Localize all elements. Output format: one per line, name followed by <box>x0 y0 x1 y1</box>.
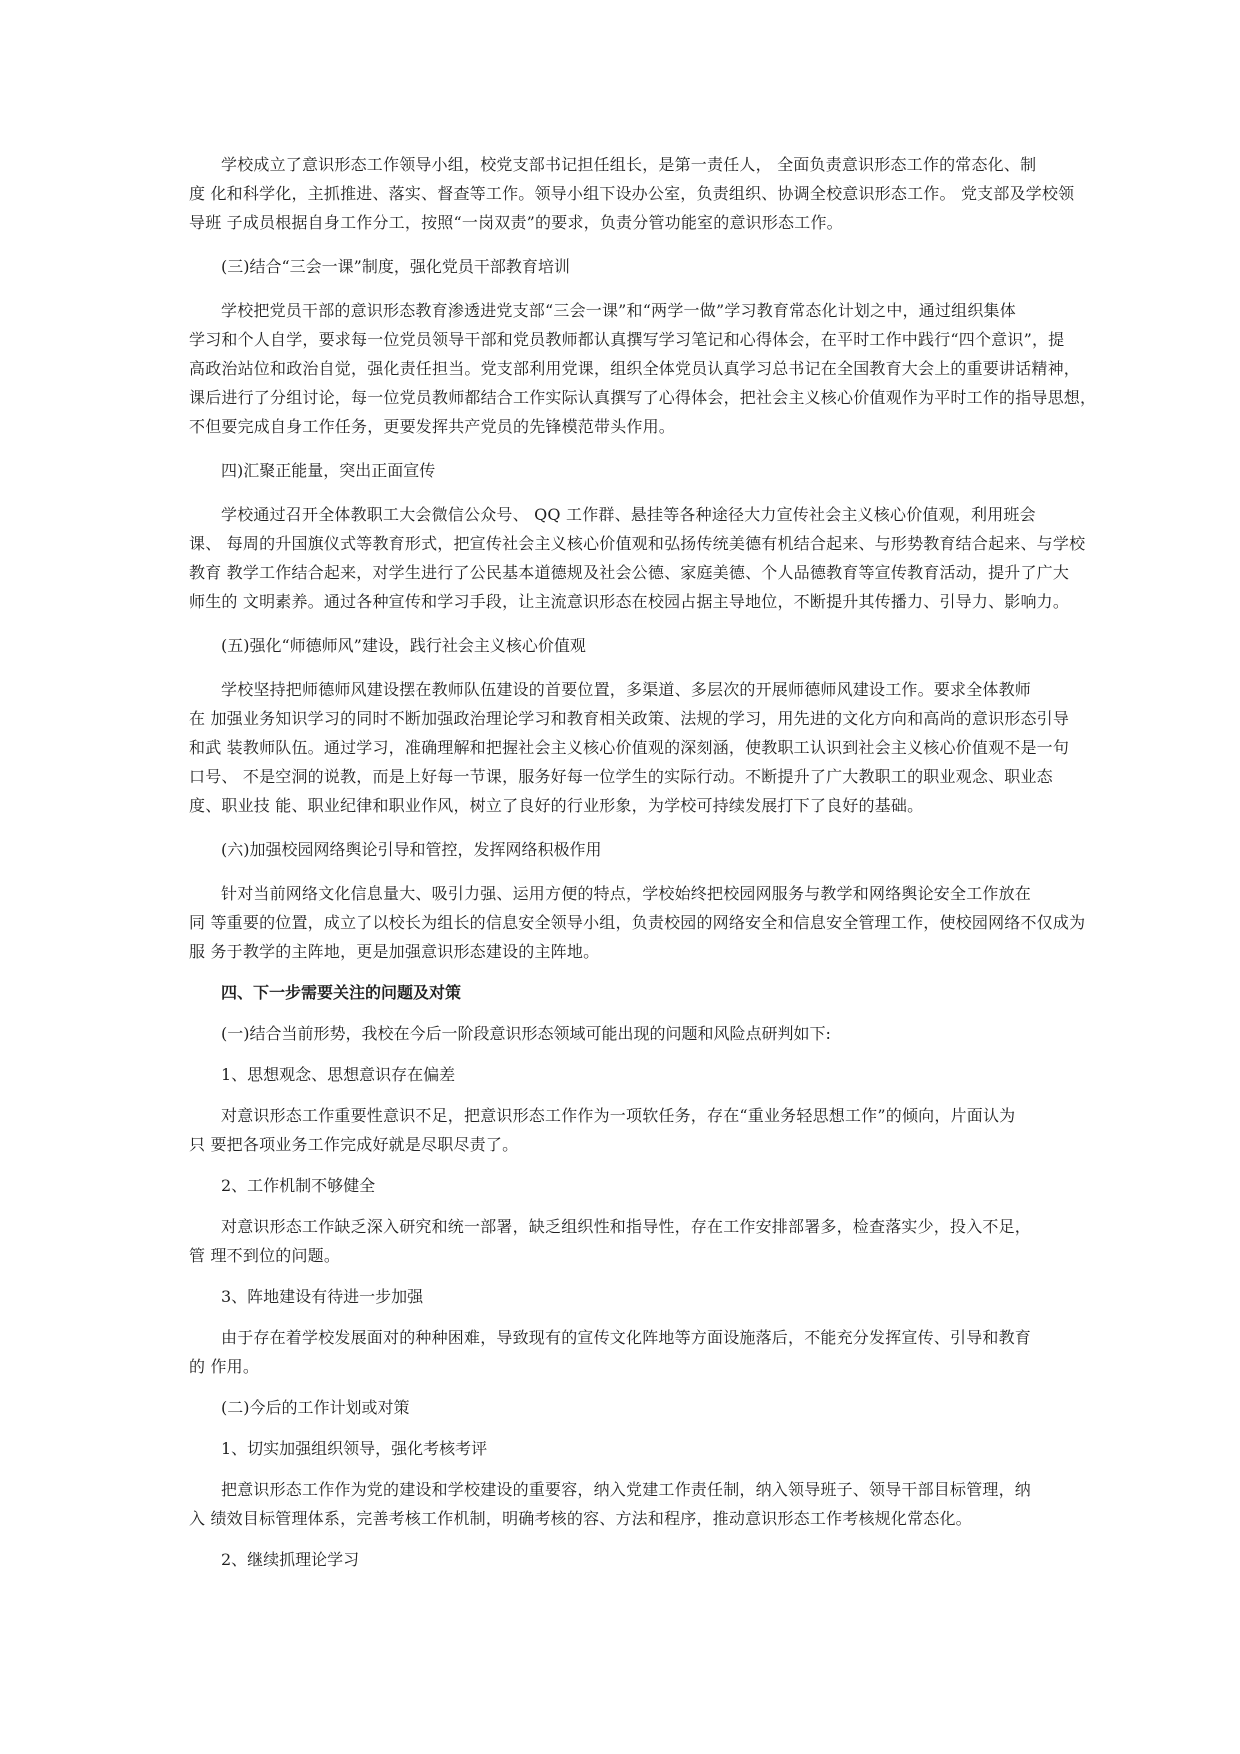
subheading-positive-energy: 四)汇聚正能量，突出正面宣传 <box>221 461 436 480</box>
item-title-theory-study: 2、继续抓理论学习 <box>221 1550 360 1569</box>
text-line: 只 要把各项业务工作完成好就是尽职尽责了。 <box>189 1135 519 1154</box>
text-line: 管 理不到位的问题。 <box>189 1246 341 1265</box>
paragraph-publicity <box>189 500 1086 616</box>
text-line: 高政治站位和政治自觉，强化责任担当。党支部利用党课，组织全体党员认真学习总书记在全国教育大会上的重要讲话精神， <box>189 359 1081 378</box>
text-line: 的 作用。 <box>189 1357 260 1376</box>
text-line: 课后进行了分组讨论，每一位党员教师都结合工作实际认真撰写了心得体会，把社会主义核心价值观作为平时工作的指导思想， <box>189 388 1097 407</box>
text-line: 服 务于教学的主阵地，更是加强意识形态建设的主阵地。 <box>189 942 600 961</box>
text-line: 学校通过召开全体教职工大会微信公众号、 QQ 工作群、悬挂等各种途径大力宣传社会主义核心价值观，利用班会 <box>221 505 1036 524</box>
text-line: 同 等重要的位置，成立了以校长为组长的信息安全领导小组，负责校园的网络安全和信息安全管理工作，使校园网络不仅成为 <box>189 913 1086 932</box>
item-title-organization: 1、切实加强组织领导，强化考核考评 <box>221 1439 488 1458</box>
paragraph-party-education <box>189 296 1097 441</box>
paragraph-leadership-group <box>189 150 1075 237</box>
item-title-thinking-deviation: 1、思想观念、思想意识存在偏差 <box>221 1065 456 1084</box>
paragraph-thinking-deviation <box>189 1101 1059 1159</box>
text-line: 学校把党员干部的意识形态教育渗透进党支部“三会一课”和“两学一做”学习教育常态化计划之中，通过组织集体 <box>221 301 1016 320</box>
subheading-campus-network: (六)加强校园网络舆论引导和管控，发挥网络积极作用 <box>221 840 602 859</box>
item-title-position-building: 3、阵地建设有待进一步加强 <box>221 1287 424 1306</box>
subheading-risk-analysis: (一)结合当前形势，我校在今后一阶段意识形态领域可能出现的问题和风险点研判如下: <box>221 1024 831 1043</box>
text-line: 口号、 不是空洞的说教，而是上好每一节课，服务好每一位学生的实际行动。不断提升了广大教职工的职业观念、职业态 <box>189 767 1053 786</box>
paragraph-position-building <box>189 1323 1059 1381</box>
text-line: 对意识形态工作重要性意识不足，把意识形态工作作为一项软任务，存在“重业务轻思想工作”的倾向，片面认为 <box>221 1106 1016 1125</box>
text-line: 度 化和科学化，主抓推进、落实、督查等工作。领导小组下设办公室，负责组织、协调全校意识形态工作。 党支部及学校领 <box>189 184 1075 203</box>
text-line: 由于存在着学校发展面对的种种困难，导致现有的宣传文化阵地等方面设施落后，不能充分发挥宣传、引导和教育 <box>221 1328 1032 1347</box>
text-line: 学校成立了意识形态工作领导小组，校党支部书记担任组长，是第一责任人， 全面负责意识形态工作的常态化、制 <box>221 155 1037 174</box>
paragraph-teacher-ethics <box>189 675 1070 820</box>
text-line: 课、 每周的升国旗仪式等教育形式，把宣传社会主义核心价值观和弘扬传统美德有机结合起来、与形势教育结合起来、与学校 <box>189 534 1086 553</box>
text-line: 在 加强业务知识学习的同时不断加强政治理论学习和教育相关政策、法规的学习，用先进的文化方向和高尚的意识形态引导 <box>189 709 1070 728</box>
paragraph-organization <box>189 1475 1059 1533</box>
text-line: 不但要完成自身工作任务，更要发挥共产党员的先锋模范带头作用。 <box>189 417 676 436</box>
text-line: 入 绩效目标管理体系，完善考核工作机制，明确考核的容、方法和程序，推动意识形态工作考核规化常态化。 <box>189 1509 972 1528</box>
document-body <box>189 150 1097 1574</box>
item-title-mechanism: 2、工作机制不够健全 <box>221 1176 376 1195</box>
paragraph-mechanism <box>189 1212 1059 1270</box>
text-line: 针对当前网络文化信息量大、吸引力强、运用方便的特点，学校始终把校园网服务与教学和网络舆论安全工作放在 <box>221 884 1032 903</box>
text-line: 和武 装教师队伍。通过学习，准确理解和把握社会主义核心价值观的深刻涵，使教职工认识到社会主义核心价值观不是一句 <box>189 738 1070 757</box>
paragraph-campus-network <box>189 879 1086 966</box>
subheading-three-meetings: (三)结合“三会一课”制度，强化党员干部教育培训 <box>221 257 570 276</box>
subheading-teacher-ethics: (五)强化“师德师风”建设，践行社会主义核心价值观 <box>221 636 586 655</box>
text-line: 导班 子成员根据自身工作分工，按照“一岗双责”的要求，负责分管功能室的意识形态工作。 <box>189 213 843 232</box>
text-line: 师生的 文明素养。通过各种宣传和学习手段，让主流意识形态在校园占据主导地位，不断提升其传播力、引导力、影响力。 <box>189 592 1070 611</box>
text-line: 教育 教学工作结合起来，对学生进行了公民基本道德规及社会公德、家庭美德、个人品德教育等宣传教育活动，提升了广大 <box>189 563 1070 582</box>
subheading-work-plan: (二)今后的工作计划或对策 <box>221 1398 410 1417</box>
section-heading-next-steps: 四、下一步需要关注的问题及对策 <box>221 983 462 1002</box>
text-line: 学习和个人自学，要求每一位党员领导干部和党员教师都认真撰写学习笔记和心得体会，在平时工作中践行“四个意识”，提 <box>189 330 1065 349</box>
text-line: 把意识形态工作作为党的建设和学校建设的重要容，纳入党建工作责任制，纳入领导班子、领导干部目标管理，纳 <box>221 1480 1032 1499</box>
text-line: 对意识形态工作缺乏深入研究和统一部署，缺乏组织性和指导性，存在工作安排部署多，检查落实少，投入不足， <box>221 1217 1032 1236</box>
text-line: 学校坚持把师德师风建设摆在教师队伍建设的首要位置，多渠道、多层次的开展师德师风建设工作。要求全体教师 <box>221 680 1032 699</box>
text-line: 度、职业技 能、职业纪律和职业作风，树立了良好的行业形象，为学校可持续发展打下了良好的基础。 <box>189 796 924 815</box>
